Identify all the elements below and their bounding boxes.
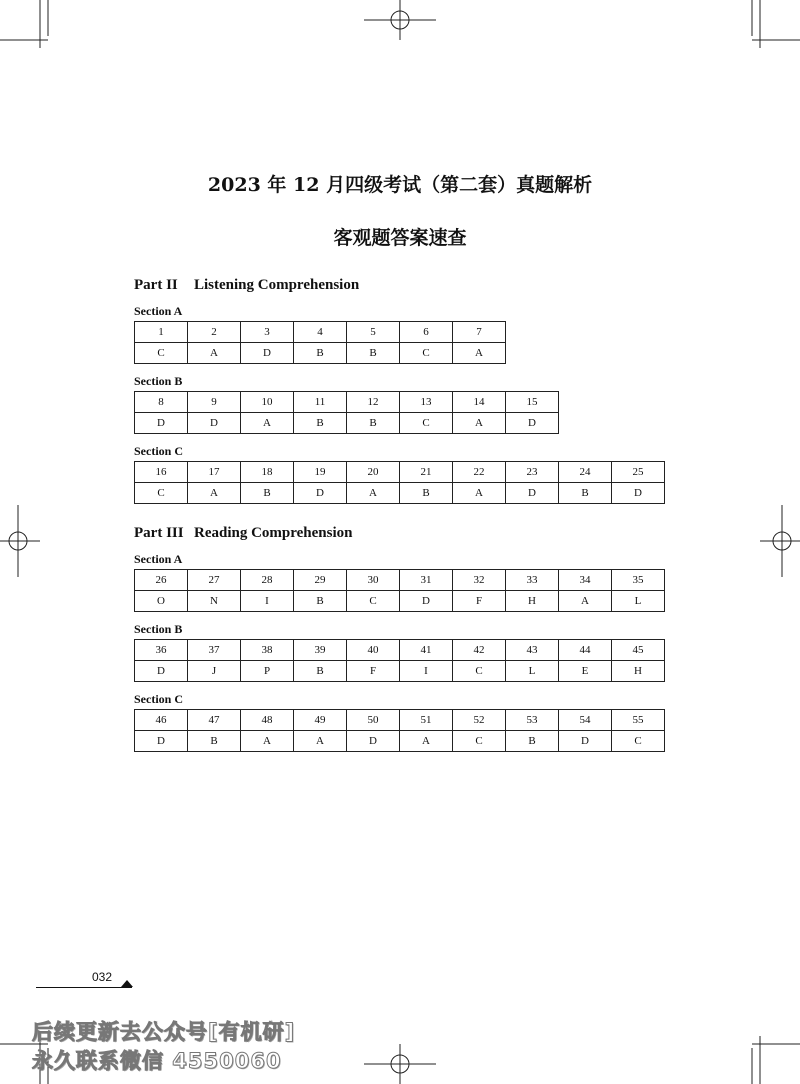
question-number-cell: 51	[400, 710, 453, 731]
answer-cell: C	[347, 591, 400, 612]
answer-cell: D	[135, 413, 188, 434]
part2-heading	[134, 277, 359, 294]
answer-cell: D	[400, 591, 453, 612]
question-number-cell: 53	[506, 710, 559, 731]
part3-section-b-label: Section B	[134, 622, 183, 636]
answer-cell: A	[347, 483, 400, 504]
question-number-cell: 41	[400, 640, 453, 661]
answer-cell: B	[294, 591, 347, 612]
question-number-cell: 7	[453, 322, 506, 343]
answer-cell: D	[612, 483, 665, 504]
question-number-cell: 25	[612, 462, 665, 483]
watermark-line-1: 后续更新去公众号[有机研]	[32, 1020, 296, 1044]
document-title: 2023 年 12 月四级考试（第二套）真题解析	[207, 174, 593, 196]
answer-cell: C	[400, 413, 453, 434]
question-number-cell: 40	[347, 640, 400, 661]
question-number-row	[135, 570, 665, 591]
page-number: 032	[92, 970, 113, 984]
watermark-line-2: 永久联系微信 4550060	[32, 1049, 282, 1073]
answer-cell: D	[347, 731, 400, 752]
answer-cell: B	[347, 413, 400, 434]
question-number-cell: 34	[559, 570, 612, 591]
question-number-cell: 24	[559, 462, 612, 483]
question-number-cell: 8	[135, 392, 188, 413]
answer-cell: C	[135, 483, 188, 504]
question-number-cell: 28	[241, 570, 294, 591]
question-number-cell: 17	[188, 462, 241, 483]
question-number-row	[135, 392, 559, 413]
question-number-cell: 12	[347, 392, 400, 413]
answer-row	[135, 413, 559, 434]
answer-cell: D	[294, 483, 347, 504]
question-number-cell: 15	[506, 392, 559, 413]
part3-heading	[134, 525, 353, 542]
question-number-row	[135, 462, 665, 483]
answer-row	[135, 343, 506, 364]
answer-cell: L	[506, 661, 559, 682]
answer-cell: B	[188, 731, 241, 752]
question-number-cell: 11	[294, 392, 347, 413]
answer-cell: C	[612, 731, 665, 752]
question-number-cell: 50	[347, 710, 400, 731]
question-number-cell: 1	[135, 322, 188, 343]
page-marker-triangle-icon	[121, 980, 133, 987]
answer-cell: B	[559, 483, 612, 504]
question-number-cell: 16	[135, 462, 188, 483]
part3-section-a-table	[134, 569, 665, 612]
question-number-cell: 23	[506, 462, 559, 483]
question-number-cell: 20	[347, 462, 400, 483]
part2-name: Listening Comprehension	[194, 277, 360, 293]
question-number-cell: 29	[294, 570, 347, 591]
part2-section-c-label: Section C	[134, 444, 183, 458]
question-number-cell: 32	[453, 570, 506, 591]
part3-section-b-table	[134, 639, 665, 682]
answer-cell: D	[135, 661, 188, 682]
answer-cell: B	[347, 343, 400, 364]
question-number-cell: 31	[400, 570, 453, 591]
answer-cell: D	[188, 413, 241, 434]
question-number-cell: 9	[188, 392, 241, 413]
part2-section-a-label: Section A	[134, 304, 183, 318]
answer-cell: A	[559, 591, 612, 612]
answer-cell: B	[400, 483, 453, 504]
answer-cell: C	[400, 343, 453, 364]
answer-cell: D	[506, 413, 559, 434]
answer-cell: A	[241, 413, 294, 434]
part2-section-c-table	[134, 461, 665, 504]
answer-cell: B	[241, 483, 294, 504]
question-number-cell: 10	[241, 392, 294, 413]
question-number-cell: 52	[453, 710, 506, 731]
answer-cell: D	[559, 731, 612, 752]
answer-cell: P	[241, 661, 294, 682]
question-number-cell: 38	[241, 640, 294, 661]
question-number-cell: 47	[188, 710, 241, 731]
question-number-cell: 54	[559, 710, 612, 731]
part2-section-b-label: Section B	[134, 374, 183, 388]
part3-section-c-table	[134, 709, 665, 752]
question-number-cell: 30	[347, 570, 400, 591]
part2-section-a-table	[134, 321, 506, 364]
answer-cell: A	[241, 731, 294, 752]
answer-cell: A	[453, 413, 506, 434]
question-number-cell: 22	[453, 462, 506, 483]
question-number-cell: 42	[453, 640, 506, 661]
question-number-cell: 13	[400, 392, 453, 413]
answer-cell: H	[506, 591, 559, 612]
question-number-cell: 44	[559, 640, 612, 661]
answer-cell: A	[453, 343, 506, 364]
answer-cell: C	[135, 343, 188, 364]
part2-label: Part II	[134, 277, 178, 293]
question-number-cell: 55	[612, 710, 665, 731]
question-number-cell: 4	[294, 322, 347, 343]
part3-label: Part III	[134, 525, 184, 541]
question-number-cell: 2	[188, 322, 241, 343]
answer-cell: L	[612, 591, 665, 612]
question-number-cell: 6	[400, 322, 453, 343]
question-number-cell: 37	[188, 640, 241, 661]
part3-section-c-label: Section C	[134, 692, 183, 706]
question-number-cell: 5	[347, 322, 400, 343]
answer-cell: I	[241, 591, 294, 612]
answer-cell: D	[506, 483, 559, 504]
question-number-cell: 21	[400, 462, 453, 483]
question-number-cell: 45	[612, 640, 665, 661]
answer-cell: A	[400, 731, 453, 752]
page-number-rule	[36, 987, 132, 988]
question-number-cell: 27	[188, 570, 241, 591]
answer-cell: A	[294, 731, 347, 752]
answer-cell: H	[612, 661, 665, 682]
question-number-cell: 36	[135, 640, 188, 661]
answer-cell: N	[188, 591, 241, 612]
question-number-cell: 48	[241, 710, 294, 731]
question-number-cell: 26	[135, 570, 188, 591]
answer-cell: J	[188, 661, 241, 682]
question-number-cell: 39	[294, 640, 347, 661]
answer-cell: I	[400, 661, 453, 682]
answer-cell: F	[347, 661, 400, 682]
answer-cell: E	[559, 661, 612, 682]
question-number-cell: 46	[135, 710, 188, 731]
part3-name: Reading Comprehension	[194, 525, 353, 541]
answer-cell: B	[294, 343, 347, 364]
answer-cell: D	[135, 731, 188, 752]
answer-cell: A	[188, 343, 241, 364]
answer-cell: D	[241, 343, 294, 364]
answer-cell: C	[453, 661, 506, 682]
answer-row	[135, 483, 665, 504]
question-number-cell: 43	[506, 640, 559, 661]
question-number-row	[135, 710, 665, 731]
question-number-cell: 18	[241, 462, 294, 483]
answer-row	[135, 661, 665, 682]
question-number-cell: 33	[506, 570, 559, 591]
question-number-cell: 14	[453, 392, 506, 413]
answer-cell: B	[506, 731, 559, 752]
question-number-row	[135, 322, 506, 343]
answer-row	[135, 731, 665, 752]
answer-cell: B	[294, 661, 347, 682]
part2-section-b-table	[134, 391, 559, 434]
answer-cell: A	[188, 483, 241, 504]
question-number-row	[135, 640, 665, 661]
question-number-cell: 49	[294, 710, 347, 731]
answer-cell: F	[453, 591, 506, 612]
question-number-cell: 3	[241, 322, 294, 343]
question-number-cell: 35	[612, 570, 665, 591]
answer-row	[135, 591, 665, 612]
question-number-cell: 19	[294, 462, 347, 483]
answer-cell: A	[453, 483, 506, 504]
part3-section-a-label: Section A	[134, 552, 183, 566]
answer-cell: C	[453, 731, 506, 752]
document-subtitle: 客观题答案速查	[333, 227, 467, 249]
answer-cell: O	[135, 591, 188, 612]
answer-cell: B	[294, 413, 347, 434]
